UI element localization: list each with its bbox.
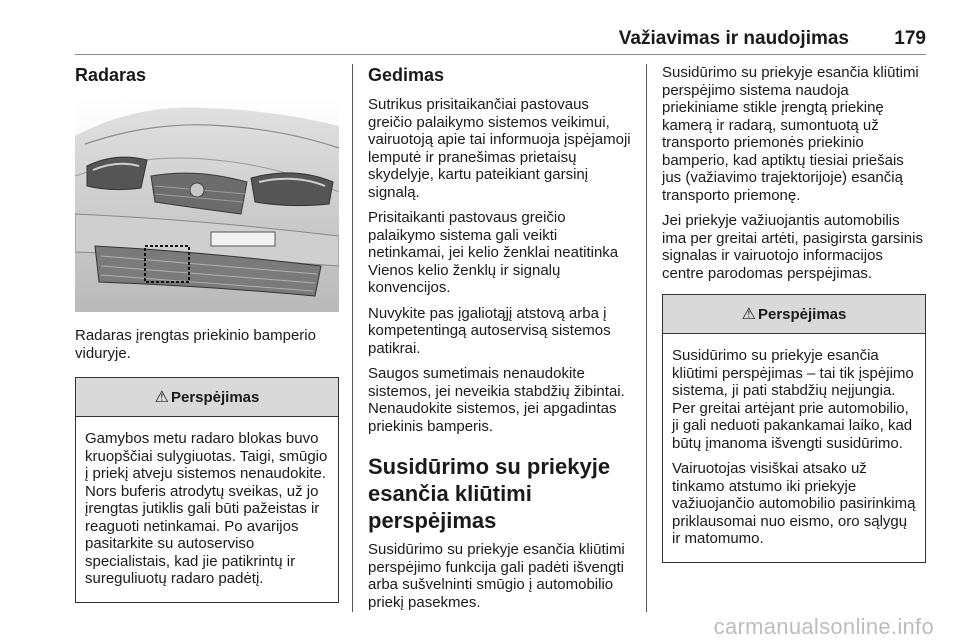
column-1 <box>75 64 339 603</box>
warning-triangle-icon: ⚠ <box>154 389 169 406</box>
failure-paragraph-1: Sutrikus prisitaikančiai pastovaus greičio palaikymo sistemos veikimui, vairuotoją apie tai informuoja įspėjamoji lemputė ir pranešimas prietaisų skydelyje, kartu pateikiant garsinį signalą. <box>368 96 631 201</box>
warning-paragraph-2: Vairuotojas visiškai atsako už tinkamo atstumo iki priekyje važiuojančio automobilio pasirinkimą priklausomai nuo eismo, oro sąlygų ir matomumo. <box>672 460 916 547</box>
section-heading-collision-alert: Susidūrimo su priekyje esančia kliūtimi perspėjimas <box>368 454 611 533</box>
column-divider-2 <box>646 64 647 612</box>
watermark: carmanualsonline.info <box>713 614 934 639</box>
warning-triangle-icon: ⚠ <box>741 306 756 323</box>
warning-box-collision <box>662 294 926 563</box>
collision-paragraph-2: Jei priekyje važiuojantis automobilis ima per greitai artėti, pasigirsta garsinis signalas ir vairuotojo informacijos centre parodomas perspėjimas. <box>662 212 923 282</box>
radar-caption: Radaras įrengtas priekinio bamperio viduryje. <box>75 327 316 362</box>
warning-header <box>663 295 925 334</box>
page-number: 179 <box>894 28 926 49</box>
failure-paragraph-3: Nuvykite pas įgaliotąjį atstovą arba į kompetentingą autoservisą sistemos patikrai. <box>368 304 611 357</box>
page-header <box>75 28 926 50</box>
warning-header <box>76 378 338 417</box>
column-2 <box>368 64 636 611</box>
collision-paragraph-1: Susidūrimo su priekyje esančia kliūtimi perspėjimo sistema naudoja priekiniame stikle įrengtą priekinę kamerą ir radarą, sumontuotą už transporto priemonės priekinio bamperio, kad aptiktų tiesiai priešais jus (važiavimo trajektorijoje) esančią transporto priemonę. <box>662 64 919 204</box>
failure-paragraph-2: Prisitaikanti pastovaus greičio palaikymo sistema gali veikti netinkamai, jei kelio ženklai neatitinka Vienos kelio ženklų ir signalų konvencijos. <box>368 209 619 296</box>
failure-paragraph-4: Saugos sumetimais nenaudokite sistemos, jei neveikia stabdžių žibintai. Nenaudokite sistemos, jei apgadintas priekinis bamperis. <box>368 365 625 435</box>
section-heading-failure: Gedimas <box>368 65 445 85</box>
chapter-title: Važiavimas ir naudojimas <box>618 28 849 49</box>
column-divider-1 <box>352 64 353 612</box>
section-heading-radar: Radaras <box>75 65 147 85</box>
column-3 <box>662 64 926 563</box>
warning-text: Gamybos metu radaro blokas buvo kruopščiai sulygiuotas. Taigi, smūgio į priekį atveju sistemos nenaudokite. Nors buferis atrodytų sveikas, už jo įrengtas jutiklis gali būti pažeistas ir reaguoti netinkamai. Po avarijos pasitarkite su autoserviso specialistais, kad jie patikrintų ir sureguliuotų radaro padėtį. <box>85 430 328 587</box>
collision-intro-paragraph: Susidūrimo su priekyje esančia kliūtimi perspėjimo funkcija gali padėti išvengti arba sušvelninti smūgio į automobilio priekį pasekmes. <box>368 541 625 611</box>
header-divider <box>75 54 926 55</box>
radar-bumper-illustration <box>75 96 339 312</box>
warning-paragraph-1: Susidūrimo su priekyje esančia kliūtimi perspėjimas – tai tik įspėjimo sistema, ji pati stabdžių neįjungia. Per greitai artėjant prie automobilio, ji gali neduoti pakankamai laiko, kad būtų įmanoma išvengti susidūrimo. <box>672 347 914 452</box>
warning-title: Perspėjimas <box>757 305 847 323</box>
warning-body <box>663 334 925 562</box>
warning-box-radar <box>75 377 339 603</box>
warning-body <box>76 417 338 602</box>
warning-title: Perspėjimas <box>170 388 260 406</box>
